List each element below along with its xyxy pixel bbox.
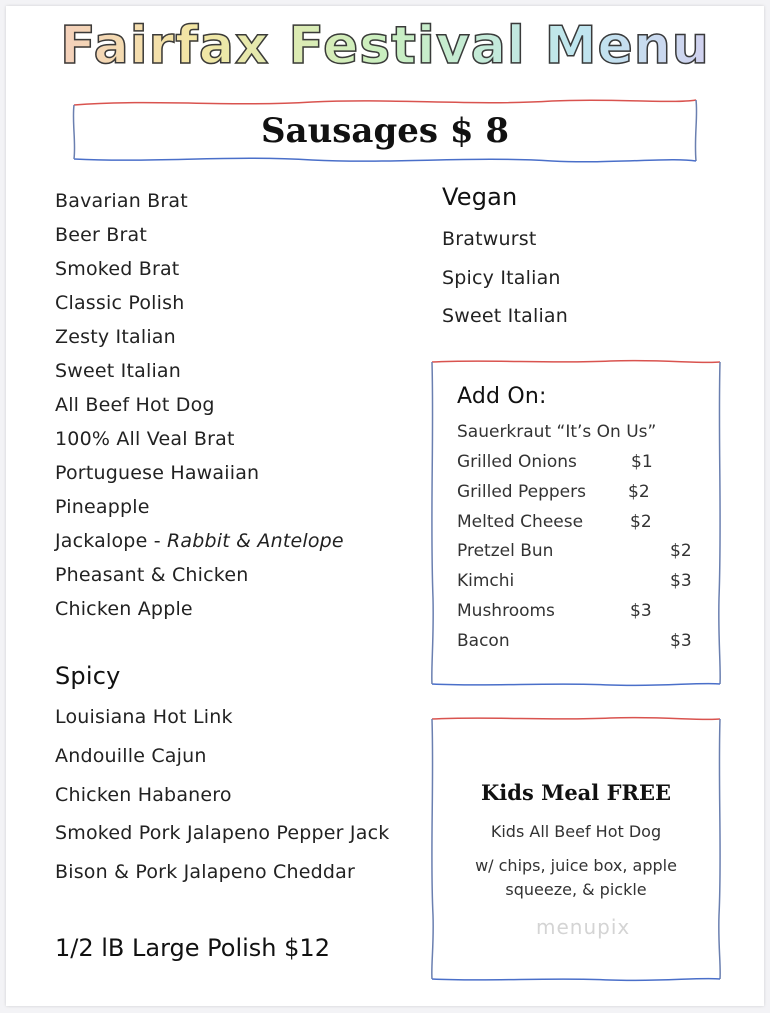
addon-price: $2 (630, 512, 652, 532)
watermark: menupix (536, 915, 631, 939)
list-item: Smoked Pork Jalapeno Pepper Jack (55, 822, 390, 844)
addon-price: $3 (670, 571, 692, 591)
spicy-heading: Spicy (55, 662, 121, 690)
kids-meal-title: Kids Meal FREE (481, 780, 671, 805)
addon-price: $1 (631, 452, 653, 472)
addon-name: Grilled Peppers (457, 482, 586, 502)
addon-box (430, 358, 722, 688)
list-item: Sweet Italian (442, 305, 569, 327)
list-item: Louisiana Hot Link (55, 706, 233, 728)
list-item: Bratwurst (442, 228, 537, 250)
list-item: Classic Polish (55, 292, 185, 314)
kids-meal-line: squeeze, & pickle (505, 880, 647, 899)
addon-name: Melted Cheese (457, 512, 584, 532)
addon-price: $2 (670, 541, 692, 561)
list-item: Smoked Brat (55, 258, 180, 280)
addon-price: $3 (670, 631, 692, 651)
item-name: Jackalope - (55, 530, 167, 552)
menu-title: Fairfax Festival Menu (0, 16, 770, 76)
kids-border (430, 715, 722, 983)
addon-price: $3 (630, 601, 652, 621)
list-item: Andouille Cajun (55, 745, 207, 767)
addon-name: Grilled Onions (457, 452, 577, 472)
addon-name: Sauerkraut “It’s On Us” (457, 422, 657, 442)
list-item: Zesty Italian (55, 326, 176, 348)
kids-meal-line: Kids All Beef Hot Dog (490, 822, 662, 841)
list-item: Portuguese Hawaiian (55, 462, 260, 484)
item-note: Rabbit & Antelope (167, 530, 344, 552)
kids-meal-line: w/ chips, juice box, apple (475, 856, 677, 875)
addon-price: $2 (628, 482, 650, 502)
list-item (55, 530, 344, 552)
list-item: Beer Brat (55, 224, 148, 246)
list-item: Chicken Habanero (55, 784, 232, 806)
list-item: 100% All Veal Brat (55, 428, 235, 450)
addon-heading: Add On: (457, 384, 547, 409)
price-banner (72, 97, 698, 165)
banner-text: Sausages $ 8 (260, 111, 509, 151)
list-item: Chicken Apple (55, 598, 193, 620)
list-item: Bison & Pork Jalapeno Cheddar (55, 861, 356, 883)
addon-name: Pretzel Bun (457, 541, 554, 561)
list-item: Spicy Italian (442, 267, 561, 289)
kids-meal-box (430, 715, 722, 983)
addon-name: Bacon (457, 631, 510, 651)
list-item: Sweet Italian (55, 360, 182, 382)
large-polish-price: 1/2 lB Large Polish $12 (55, 934, 330, 962)
list-item: Pineapple (55, 496, 150, 518)
list-item: Bavarian Brat (55, 190, 188, 212)
vegan-heading: Vegan (442, 183, 518, 211)
addon-name: Mushrooms (457, 601, 555, 621)
addon-name: Kimchi (457, 571, 515, 591)
list-item: Pheasant & Chicken (55, 564, 249, 586)
list-item: All Beef Hot Dog (55, 394, 215, 416)
